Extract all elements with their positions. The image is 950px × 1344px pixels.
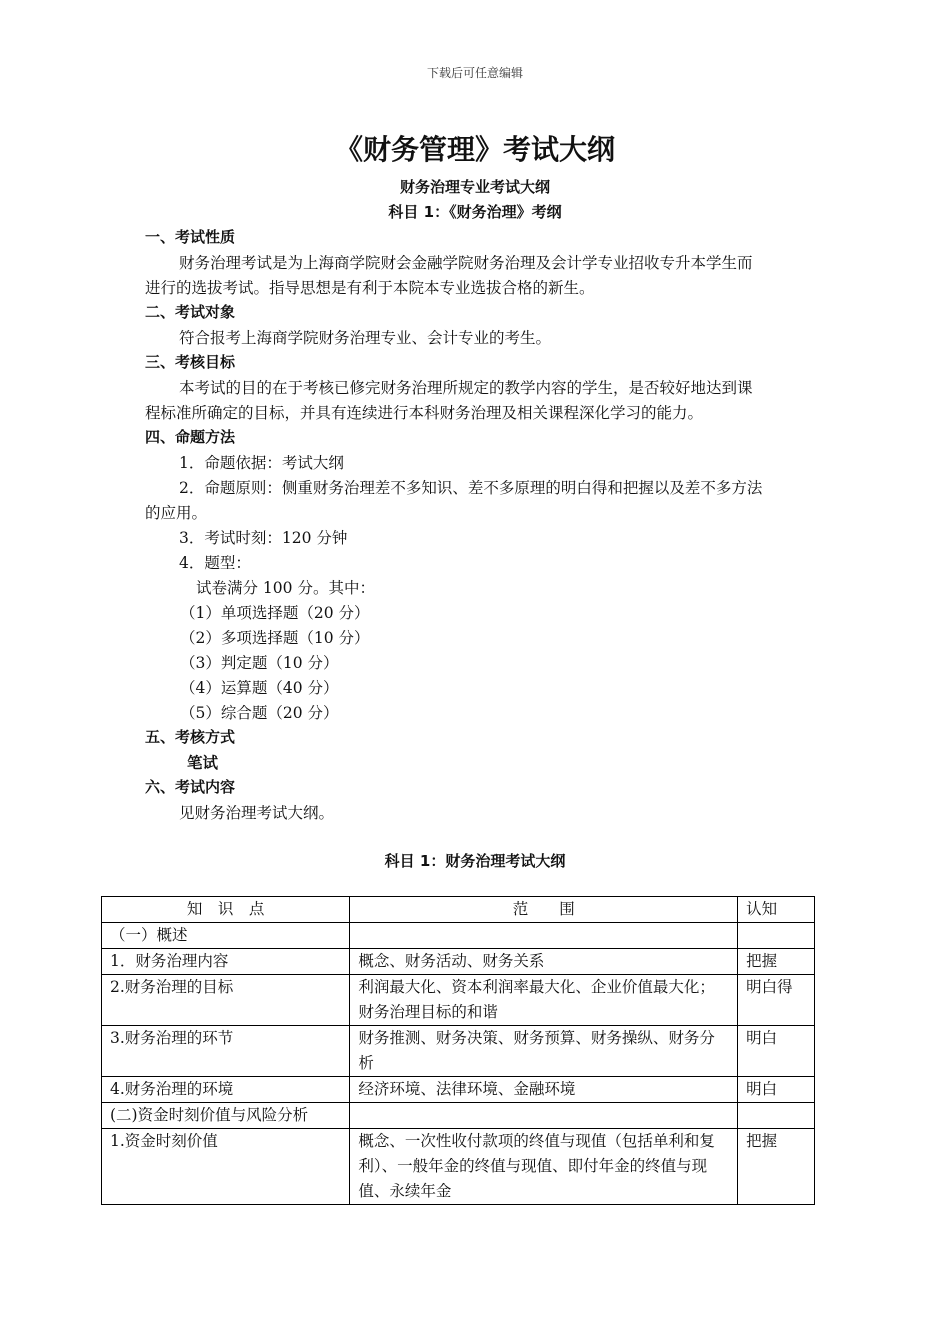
knowledge-point-cell: 1．财务治理内容 — [102, 949, 350, 975]
question-type-1: （1）单项选择题（20 分） — [180, 604, 370, 622]
syllabus-table — [101, 896, 815, 1205]
section-1-line-2: 进行的选拔考试。指导思想是有利于本院本专业选拔合格的新生。 — [145, 279, 595, 297]
cognition-cell: 明白 — [738, 1077, 815, 1103]
section-4-item-4: 4．题型： — [179, 554, 251, 572]
knowledge-point-cell: （一）概述 — [102, 923, 350, 949]
cognition-cell: 明白 — [738, 1026, 815, 1077]
question-type-4: （4）运算题（40 分） — [180, 679, 339, 697]
table-title: 科目 1：财务治理考试大纲 — [384, 852, 566, 870]
section-3-heading: 三、考核目标 — [145, 353, 236, 371]
knowledge-point-cell: (二)资金时刻价值与风险分析 — [102, 1103, 350, 1129]
section-2-heading: 二、考试对象 — [145, 303, 236, 321]
header-note: 下载后可任意编辑 — [426, 66, 523, 80]
cognition-cell: 把握 — [738, 1129, 815, 1205]
scope-cell — [350, 923, 738, 949]
table-row — [102, 1103, 815, 1129]
knowledge-point-cell: 1.资金时刻价值 — [102, 1129, 350, 1205]
section-4-item-1: 1．命题依据：考试大纲 — [179, 454, 344, 472]
section-4-item-2-line-1: 2．命题原则：侧重财务治理差不多知识、差不多原理的明白得和把握以及差不多方法 — [179, 479, 763, 497]
knowledge-point-cell: 3.财务治理的环节 — [102, 1026, 350, 1077]
table-row — [102, 949, 815, 975]
table-header-row — [102, 897, 815, 923]
document-subtitle: 财务治理专业考试大纲 — [399, 178, 550, 196]
section-1-heading: 一、考试性质 — [145, 228, 236, 246]
section-3-line-1: 本考试的目的在于考核已修完财务治理所规定的教学内容的学生，是否较好地达到课 — [179, 379, 753, 397]
section-2-line-1: 符合报考上海商学院财务治理专业、会计专业的考生。 — [179, 329, 552, 347]
question-type-2: （2）多项选择题（10 分） — [180, 629, 370, 647]
table-row — [102, 923, 815, 949]
scope-cell: 经济环境、法律环境、金融环境 — [350, 1077, 738, 1103]
section-6-line-1: 见财务治理考试大纲。 — [179, 804, 335, 822]
table-row — [102, 975, 815, 1026]
section-4-item-2-line-2: 的应用。 — [145, 504, 208, 522]
section-5-heading: 五、考核方式 — [145, 728, 236, 746]
subject-line: 科目 1：《财务治理》考纲 — [388, 203, 562, 221]
table-row — [102, 1129, 815, 1205]
section-1-line-1: 财务治理考试是为上海商学院财会金融学院财务治理及会计学专业招收专升本学生而 — [179, 254, 753, 272]
cognition-cell — [738, 923, 815, 949]
cognition-cell: 把握 — [738, 949, 815, 975]
cognition-cell — [738, 1103, 815, 1129]
table-row — [102, 1026, 815, 1077]
scope-cell: 概念、一次性收付款项的终值与现值（包括单利和复利）、一般年金的终值与现值、即付年金的终值与现值、永续年金 — [350, 1129, 738, 1205]
header-knowledge-point: 知 识 点 — [102, 897, 350, 923]
cognition-cell: 明白得 — [738, 975, 815, 1026]
question-type-5: （5）综合题（20 分） — [180, 704, 339, 722]
header-cognition: 认知 — [738, 897, 815, 923]
scope-cell: 财务推测、财务决策、财务预算、财务操纵、财务分析 — [350, 1026, 738, 1077]
knowledge-point-cell: 4.财务治理的环境 — [102, 1077, 350, 1103]
section-3-line-2: 程标准所确定的目标，并具有连续进行本科财务治理及相关课程深化学习的能力。 — [145, 404, 704, 422]
scope-cell: 概念、财务活动、财务关系 — [350, 949, 738, 975]
section-4-heading: 四、命题方法 — [145, 428, 236, 446]
question-type-3: （3）判定题（10 分） — [180, 654, 339, 672]
full-score-note: 试卷满分 100 分。其中： — [196, 579, 375, 597]
section-4-item-3: 3．考试时刻：120 分钟 — [179, 529, 348, 547]
header-scope: 范 围 — [350, 897, 738, 923]
exam-format-value: 笔试 — [187, 754, 219, 772]
section-6-heading: 六、考试内容 — [145, 778, 236, 796]
document-title: 《财务管理》考试大纲 — [334, 133, 615, 166]
table-row — [102, 1077, 815, 1103]
knowledge-point-cell: 2.财务治理的目标 — [102, 975, 350, 1026]
scope-cell — [350, 1103, 738, 1129]
scope-cell: 利润最大化、资本利润率最大化、企业价值最大化；财务治理目标的和谐 — [350, 975, 738, 1026]
